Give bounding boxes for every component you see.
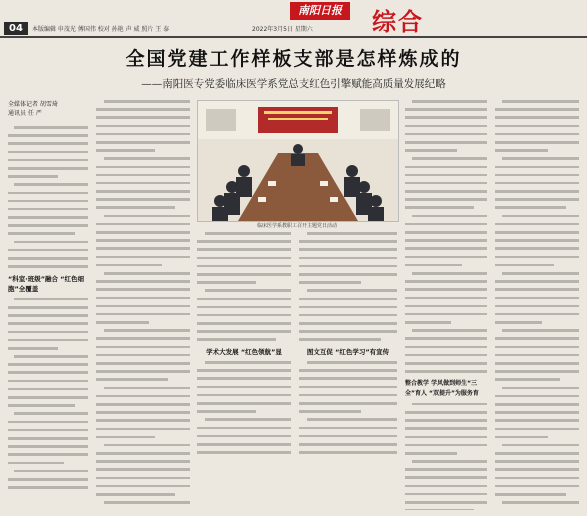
text-line bbox=[495, 280, 579, 283]
text-line bbox=[96, 231, 190, 234]
text-line bbox=[96, 337, 190, 340]
text-line bbox=[96, 305, 190, 308]
byline bbox=[8, 100, 88, 118]
body-text-block bbox=[405, 403, 487, 510]
text-line bbox=[197, 377, 291, 380]
text-line bbox=[495, 166, 579, 169]
text-line bbox=[495, 116, 579, 119]
body-text-block bbox=[8, 298, 88, 489]
text-line bbox=[299, 298, 397, 301]
body-text-block bbox=[197, 361, 291, 454]
text-line bbox=[405, 337, 487, 340]
text-line bbox=[8, 216, 88, 219]
text-line bbox=[8, 371, 88, 374]
text-line bbox=[96, 141, 190, 144]
text-line bbox=[96, 190, 190, 193]
text-line bbox=[8, 404, 75, 407]
body-text-block bbox=[405, 100, 487, 373]
text-line bbox=[14, 355, 88, 358]
text-line bbox=[104, 272, 190, 275]
text-line bbox=[104, 387, 190, 390]
text-line bbox=[495, 223, 579, 226]
text-line bbox=[495, 346, 579, 349]
text-line bbox=[8, 314, 88, 317]
text-line bbox=[8, 265, 88, 268]
text-line bbox=[502, 157, 579, 160]
text-line bbox=[96, 321, 149, 324]
text-line bbox=[197, 248, 291, 251]
column-4 bbox=[299, 232, 397, 510]
article-headline: 全国党建工作样板支部是怎样炼成的 bbox=[125, 48, 462, 70]
text-line bbox=[495, 395, 579, 398]
section-subtitle: 整合教学 学风做到师生“三全”育人 “双提升”为服务育 bbox=[405, 379, 479, 397]
text-line bbox=[495, 264, 554, 267]
text-line bbox=[495, 206, 566, 209]
column-2 bbox=[96, 100, 190, 510]
text-line bbox=[104, 501, 190, 504]
text-line bbox=[96, 256, 190, 259]
text-line bbox=[96, 247, 190, 250]
text-line bbox=[405, 264, 462, 267]
text-line bbox=[405, 141, 487, 144]
text-line bbox=[405, 411, 487, 414]
text-line bbox=[96, 297, 190, 300]
text-line bbox=[96, 460, 190, 463]
text-line bbox=[8, 388, 88, 391]
section-subtitle: 学术大发展 “红色领航”显 bbox=[206, 348, 282, 357]
text-line bbox=[96, 362, 190, 365]
text-line bbox=[405, 362, 487, 365]
text-line bbox=[495, 378, 560, 381]
text-line bbox=[495, 231, 579, 234]
text-line bbox=[405, 452, 457, 455]
text-line bbox=[299, 240, 397, 243]
text-line bbox=[197, 322, 291, 325]
text-line bbox=[96, 468, 190, 471]
text-line bbox=[495, 477, 579, 480]
text-line bbox=[307, 232, 397, 235]
text-line bbox=[495, 362, 579, 365]
section-subtitle: 图文互促 “红色学习”有宣传 bbox=[306, 348, 390, 357]
text-line bbox=[299, 451, 397, 454]
text-line bbox=[405, 247, 487, 250]
text-line bbox=[96, 403, 190, 406]
text-line bbox=[8, 322, 88, 325]
text-line bbox=[8, 462, 64, 465]
text-line bbox=[205, 289, 291, 292]
text-line bbox=[96, 174, 190, 177]
text-line bbox=[197, 427, 291, 430]
text-line bbox=[299, 306, 397, 309]
text-line bbox=[104, 215, 190, 218]
article-subheadline: ——南阳医专党委临床医学系党总支红色引擎赋能高质量发展纪略 bbox=[141, 78, 446, 90]
text-line bbox=[197, 306, 291, 309]
text-line bbox=[405, 198, 487, 201]
text-line bbox=[495, 321, 542, 324]
text-line bbox=[96, 239, 190, 242]
text-line bbox=[197, 273, 291, 276]
text-line bbox=[96, 288, 190, 291]
text-line bbox=[412, 157, 487, 160]
text-line bbox=[307, 418, 397, 421]
text-line bbox=[495, 305, 579, 308]
text-line bbox=[14, 126, 88, 129]
text-line bbox=[412, 100, 487, 103]
text-line bbox=[96, 206, 175, 209]
body-text-block bbox=[197, 232, 291, 341]
text-line bbox=[299, 427, 397, 430]
text-line bbox=[405, 485, 487, 488]
text-line bbox=[405, 501, 487, 504]
text-line bbox=[8, 396, 88, 399]
text-line bbox=[96, 166, 190, 169]
text-line bbox=[8, 142, 88, 145]
text-line bbox=[495, 452, 579, 455]
text-line bbox=[96, 411, 190, 414]
text-line bbox=[14, 241, 88, 244]
text-line bbox=[405, 182, 487, 185]
text-line bbox=[495, 485, 579, 488]
text-line bbox=[8, 134, 88, 137]
text-line bbox=[8, 437, 88, 440]
text-line bbox=[8, 257, 88, 260]
body-text-block bbox=[299, 361, 397, 454]
text-line bbox=[8, 175, 58, 178]
text-line bbox=[96, 485, 190, 488]
text-line bbox=[299, 273, 397, 276]
text-line bbox=[197, 330, 291, 333]
text-line bbox=[405, 280, 487, 283]
text-line bbox=[495, 436, 548, 439]
text-line bbox=[8, 192, 88, 195]
text-line bbox=[405, 419, 487, 422]
text-line bbox=[495, 297, 579, 300]
text-line bbox=[96, 428, 190, 431]
text-line bbox=[405, 190, 487, 193]
text-line bbox=[8, 159, 88, 162]
column-1 bbox=[8, 100, 88, 510]
page-header bbox=[0, 0, 587, 38]
text-line bbox=[405, 346, 487, 349]
text-line bbox=[405, 313, 487, 316]
text-line bbox=[14, 412, 88, 415]
text-line bbox=[299, 410, 361, 413]
text-line bbox=[299, 338, 381, 341]
text-line bbox=[96, 133, 190, 136]
text-line bbox=[8, 478, 88, 481]
text-line bbox=[405, 427, 487, 430]
masthead-logo: 南阳日报 bbox=[290, 2, 350, 20]
text-line bbox=[495, 174, 579, 177]
text-line bbox=[495, 428, 579, 431]
text-line bbox=[8, 331, 88, 334]
text-line bbox=[96, 436, 155, 439]
text-line bbox=[96, 477, 190, 480]
body-text-block bbox=[495, 100, 579, 504]
text-line bbox=[96, 116, 190, 119]
text-line bbox=[495, 182, 579, 185]
text-line bbox=[495, 337, 579, 340]
text-line bbox=[299, 402, 397, 405]
text-line bbox=[495, 411, 579, 414]
text-line bbox=[495, 493, 566, 496]
publication-date: 2022年3月5日 星期六 bbox=[252, 26, 313, 33]
text-line bbox=[197, 298, 291, 301]
text-line bbox=[96, 149, 155, 152]
text-line bbox=[299, 322, 397, 325]
text-line bbox=[8, 347, 58, 350]
text-line bbox=[502, 501, 579, 504]
text-line bbox=[502, 329, 579, 332]
text-line bbox=[299, 377, 397, 380]
text-line bbox=[197, 257, 291, 260]
text-line bbox=[96, 354, 190, 357]
text-line bbox=[412, 329, 487, 332]
text-line bbox=[495, 108, 579, 111]
text-line bbox=[96, 264, 162, 267]
text-line bbox=[197, 369, 291, 372]
text-line bbox=[307, 361, 397, 364]
text-line bbox=[495, 247, 579, 250]
text-line bbox=[197, 451, 291, 454]
text-line bbox=[14, 470, 88, 473]
text-line bbox=[8, 151, 88, 154]
text-line bbox=[405, 206, 474, 209]
text-line bbox=[197, 394, 291, 397]
body-text-block bbox=[96, 100, 190, 504]
text-line bbox=[96, 419, 190, 422]
column-6 bbox=[495, 100, 579, 510]
text-line bbox=[299, 248, 397, 251]
text-line bbox=[8, 445, 88, 448]
column-5 bbox=[405, 100, 487, 510]
text-line bbox=[405, 223, 487, 226]
text-line bbox=[495, 190, 579, 193]
text-line bbox=[405, 125, 487, 128]
meeting-photo bbox=[197, 100, 399, 222]
text-line bbox=[502, 100, 579, 103]
text-line bbox=[299, 330, 397, 333]
text-line bbox=[8, 208, 88, 211]
text-line bbox=[14, 298, 88, 301]
text-line bbox=[495, 403, 579, 406]
text-line bbox=[495, 354, 579, 357]
body-text-block bbox=[299, 232, 397, 341]
text-line bbox=[104, 157, 190, 160]
byline-reporter: 全媒体记者 胡雪琦 bbox=[8, 101, 58, 108]
text-line bbox=[502, 444, 579, 447]
text-line bbox=[412, 403, 487, 406]
text-line bbox=[299, 281, 361, 284]
text-line bbox=[8, 249, 88, 252]
text-line bbox=[104, 329, 190, 332]
text-line bbox=[299, 386, 397, 389]
text-line bbox=[205, 361, 291, 364]
text-line bbox=[495, 460, 579, 463]
text-line bbox=[197, 314, 291, 317]
text-line bbox=[96, 280, 190, 283]
text-line bbox=[96, 198, 190, 201]
text-line bbox=[405, 509, 474, 510]
text-line bbox=[405, 149, 457, 152]
text-line bbox=[197, 402, 291, 405]
text-line bbox=[197, 443, 291, 446]
text-line bbox=[205, 418, 291, 421]
text-line bbox=[197, 435, 291, 438]
text-line bbox=[502, 387, 579, 390]
text-line bbox=[205, 232, 291, 235]
text-line bbox=[8, 167, 88, 170]
text-line bbox=[8, 224, 88, 227]
text-line bbox=[8, 421, 88, 424]
body-text-block bbox=[8, 126, 88, 268]
text-line bbox=[495, 468, 579, 471]
text-line bbox=[299, 369, 397, 372]
section-title: 综合 bbox=[372, 8, 424, 36]
text-line bbox=[495, 149, 548, 152]
text-line bbox=[405, 354, 487, 357]
text-line bbox=[96, 125, 190, 128]
text-line bbox=[405, 133, 487, 136]
text-line bbox=[96, 313, 190, 316]
text-line bbox=[8, 429, 88, 432]
byline-correspondent: 通讯员 任 严 bbox=[8, 110, 42, 117]
text-line bbox=[405, 166, 487, 169]
text-line bbox=[96, 223, 190, 226]
text-line bbox=[502, 272, 579, 275]
text-line bbox=[495, 198, 579, 201]
text-line bbox=[197, 386, 291, 389]
text-line bbox=[8, 339, 88, 342]
text-line bbox=[14, 183, 88, 186]
text-line bbox=[405, 321, 451, 324]
text-line bbox=[405, 288, 487, 291]
text-line bbox=[405, 468, 487, 471]
text-line bbox=[8, 453, 88, 456]
text-line bbox=[299, 265, 397, 268]
text-line bbox=[405, 256, 487, 259]
text-line bbox=[96, 370, 190, 373]
text-line bbox=[299, 257, 397, 260]
text-line bbox=[405, 297, 487, 300]
text-line bbox=[8, 306, 88, 309]
text-line bbox=[495, 141, 579, 144]
text-line bbox=[299, 394, 397, 397]
text-line bbox=[495, 125, 579, 128]
section-subtitle: “科室·班级”融合 “红色细胞”全覆盖 bbox=[8, 274, 85, 293]
text-line bbox=[495, 313, 579, 316]
text-line bbox=[197, 338, 276, 341]
text-line bbox=[197, 240, 291, 243]
text-line bbox=[495, 419, 579, 422]
text-line bbox=[8, 200, 88, 203]
text-line bbox=[8, 363, 88, 366]
editor-credits: 本版编辑 申茂光 傅国伟 校对 孙艳 声 威 照片 王 泰 bbox=[32, 26, 170, 33]
text-line bbox=[502, 215, 579, 218]
text-line bbox=[412, 272, 487, 275]
text-line bbox=[405, 239, 487, 242]
text-line bbox=[96, 378, 168, 381]
text-line bbox=[405, 493, 487, 496]
text-line bbox=[405, 231, 487, 234]
text-line bbox=[96, 346, 190, 349]
text-line bbox=[412, 215, 487, 218]
text-line bbox=[495, 256, 579, 259]
text-line bbox=[104, 444, 190, 447]
text-line bbox=[197, 281, 256, 284]
text-line bbox=[495, 370, 579, 373]
text-line bbox=[96, 493, 175, 496]
text-line bbox=[405, 174, 487, 177]
text-line bbox=[405, 116, 487, 119]
text-line bbox=[197, 410, 256, 413]
text-line bbox=[412, 460, 487, 463]
photo-caption: 临床医学系教职工召开主题党日活动 bbox=[256, 223, 337, 229]
text-line bbox=[299, 443, 397, 446]
text-line bbox=[307, 289, 397, 292]
text-line bbox=[104, 100, 190, 103]
text-line bbox=[405, 370, 487, 373]
text-line bbox=[96, 395, 190, 398]
text-line bbox=[495, 288, 579, 291]
text-line bbox=[8, 380, 88, 383]
text-line bbox=[405, 436, 487, 439]
text-line bbox=[299, 314, 397, 317]
text-line bbox=[96, 452, 190, 455]
text-line bbox=[299, 435, 397, 438]
text-line bbox=[405, 305, 487, 308]
text-line bbox=[405, 444, 487, 447]
text-line bbox=[8, 486, 88, 489]
text-line bbox=[405, 476, 487, 479]
text-line bbox=[495, 239, 579, 242]
text-line bbox=[495, 133, 579, 136]
text-line bbox=[405, 108, 487, 111]
text-line bbox=[197, 265, 291, 268]
header-rule bbox=[0, 36, 587, 38]
text-line bbox=[96, 182, 190, 185]
page-number: 04 bbox=[4, 22, 28, 35]
text-line bbox=[96, 108, 190, 111]
text-line bbox=[8, 232, 75, 235]
column-3 bbox=[197, 232, 291, 510]
